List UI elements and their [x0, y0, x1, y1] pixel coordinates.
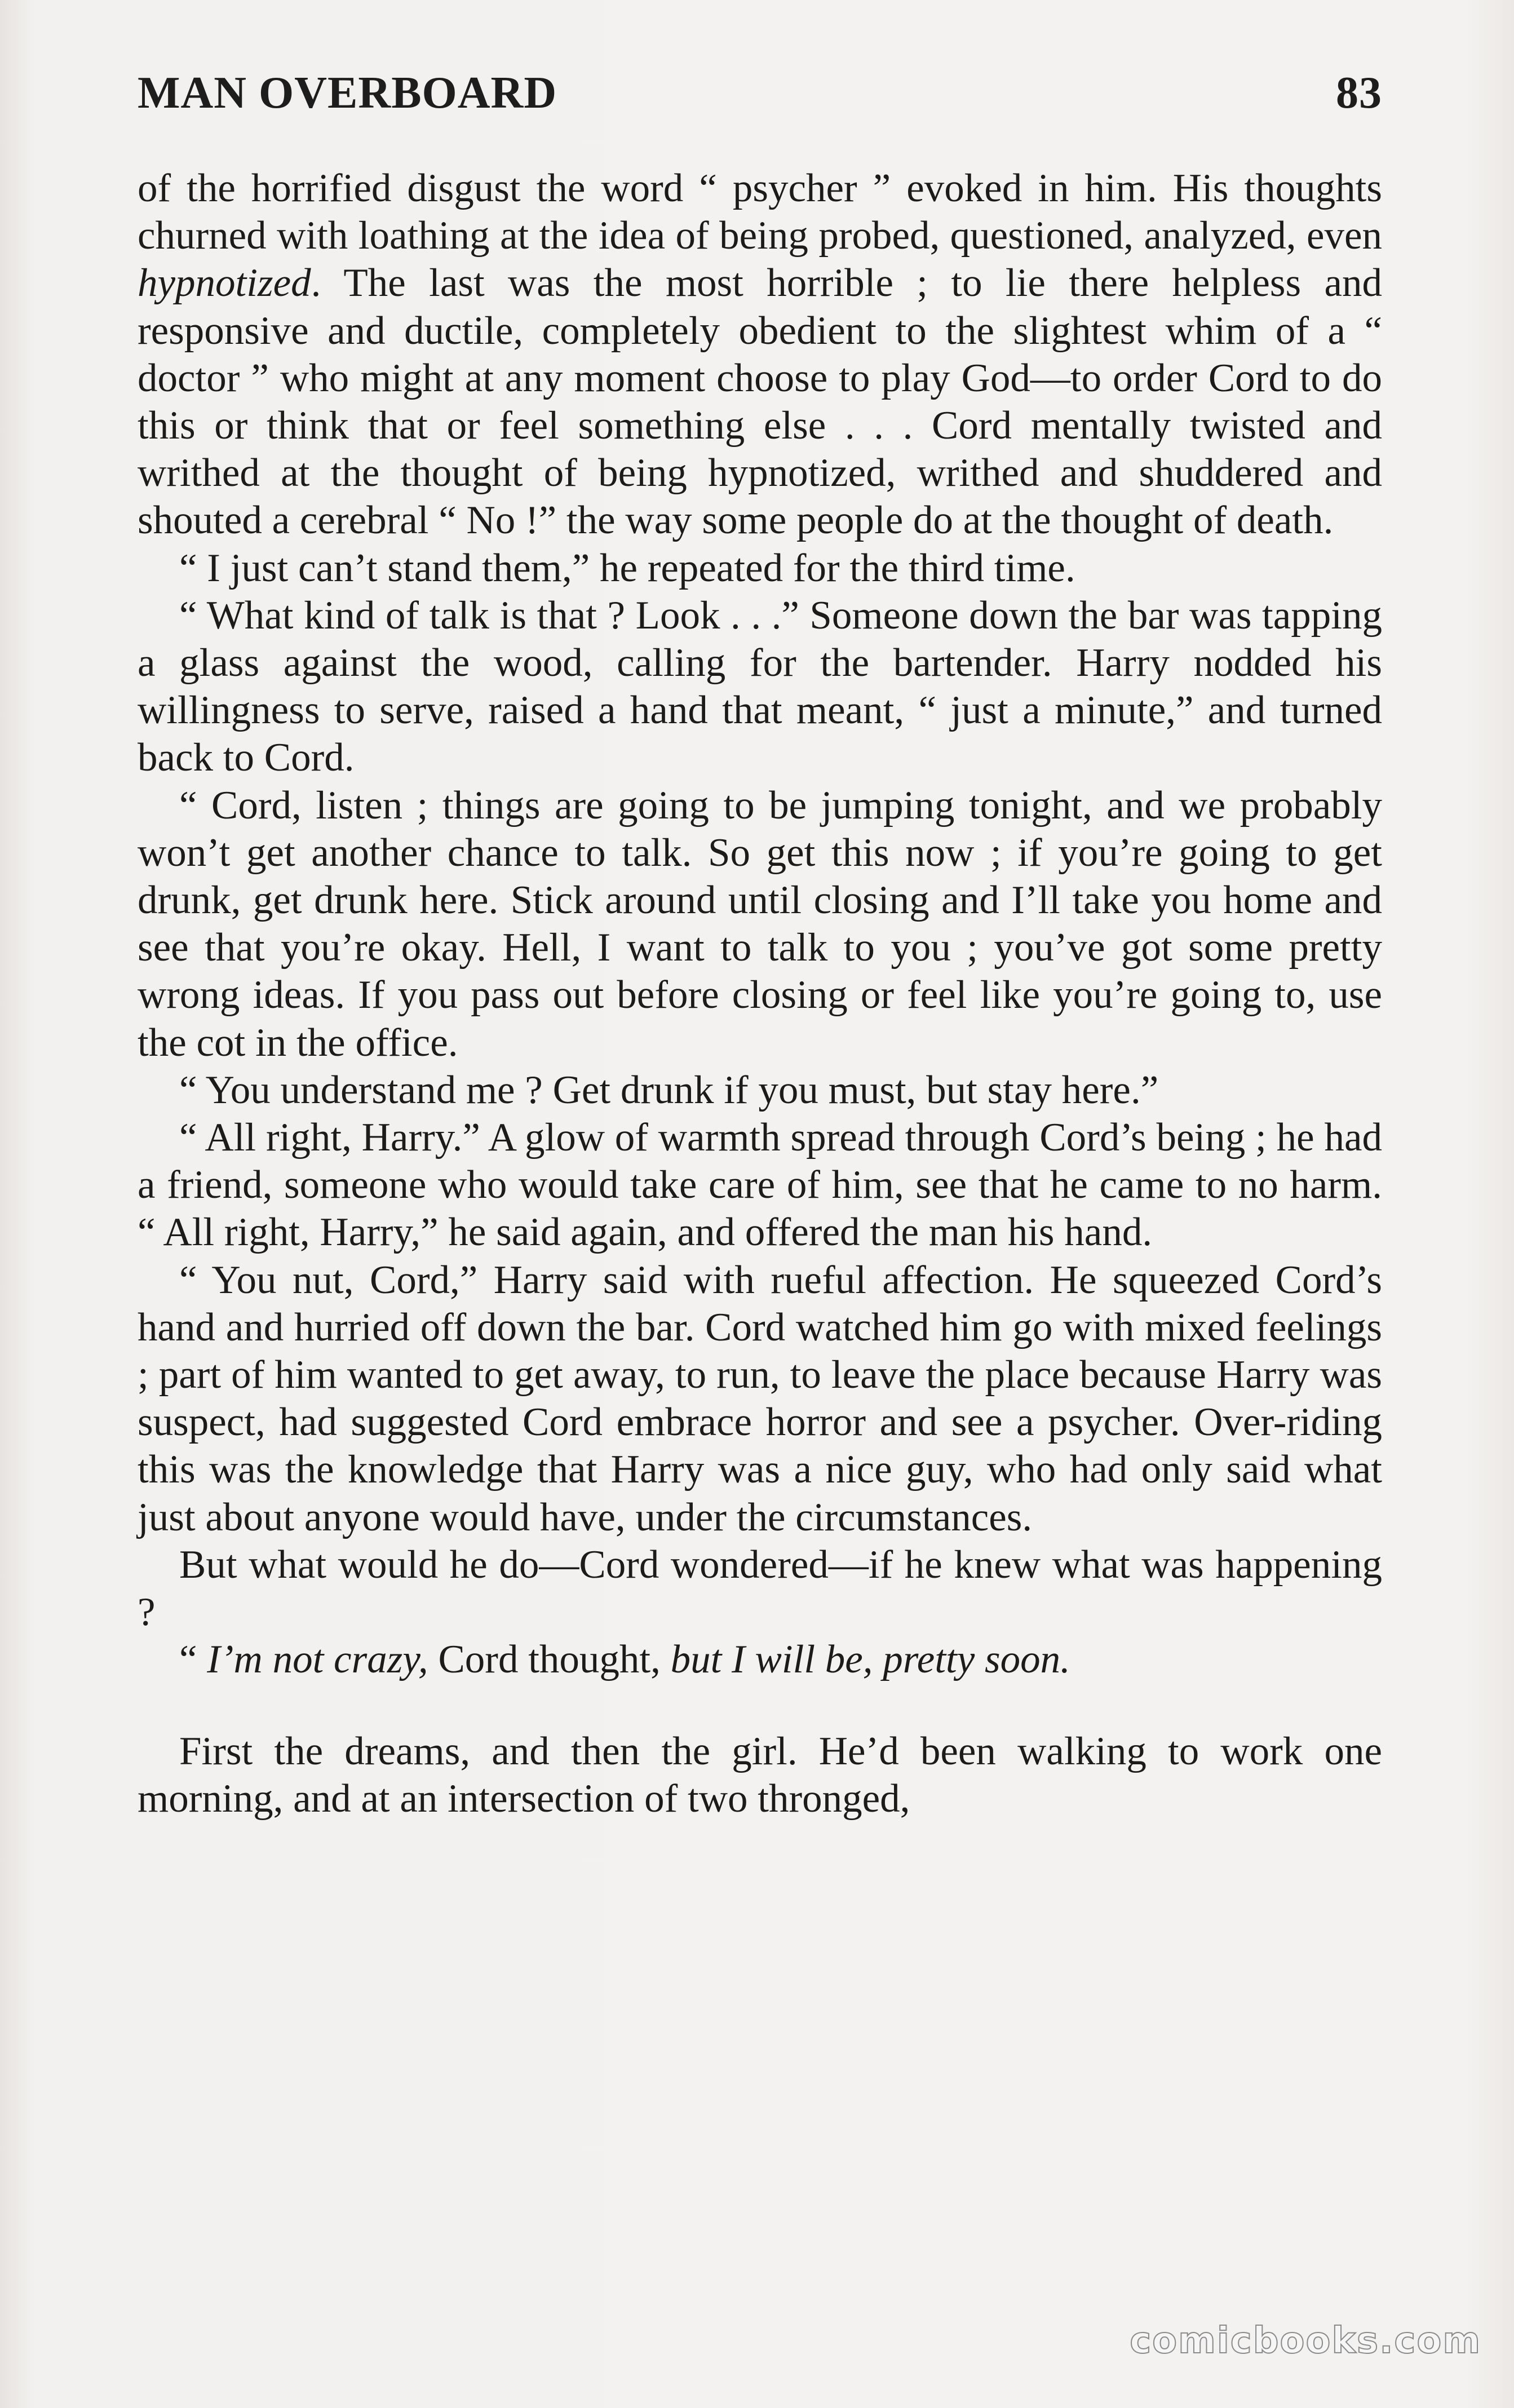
- italic-text: I’m not crazy,: [207, 1637, 428, 1682]
- text-run: First the dreams, and then the girl. He’d been walking to work one morning, and at an intersection of two thronged,: [138, 1729, 1382, 1821]
- text-run: “ Cord, listen ; things are going to be jumping tonight, and we probably won’t get another chance to talk. So get this now ; if you’re going to get drunk, get drunk here. Stick around until closing and I’ll take you home and see that you’re okay. Hell, I want to talk to you ; you’ve got some pretty wrong ideas. If you pass out before closing or feel like you’re going to, use the cot in the office.: [138, 783, 1382, 1065]
- page-number: 83: [1336, 68, 1382, 118]
- text-run: of the horrified disgust the word “ psycher ” evoked in him. His thoughts churned with loathing at the idea of being probed, questioned, analyzed, even: [138, 166, 1382, 258]
- paragraph: [138, 1636, 1382, 1683]
- running-head: [138, 68, 1382, 130]
- paragraph: [138, 1728, 1382, 1822]
- paragraph: [138, 165, 1382, 545]
- text-run: “ All right, Harry.” A glow of warmth spread through Cord’s being ; he had a friend, someone who would take care of him, see that he came to no harm. “ All right, Harry,” he said again, and offered the man his hand.: [138, 1116, 1382, 1255]
- italic-text: but I will be, pretty soon.: [670, 1637, 1070, 1682]
- text-run: But what would he do—Cord wondered—if he knew what was happening ?: [138, 1542, 1382, 1635]
- watermark-logo: comicbooks.com: [1130, 2320, 1481, 2362]
- paragraph: [138, 1256, 1382, 1541]
- text-run: “ I just can’t stand them,” he repeated for the third time.: [179, 546, 1075, 590]
- text-run: “ What kind of talk is that ? Look . . .” Someone down the bar was tapping a glass against the wood, calling for the bartender. Harry nodded his willingness to serve, raised a hand that meant, “ just a minute,” and turned back to Cord.: [138, 593, 1382, 780]
- text-run: “ You nut, Cord,” Harry said with rueful affection. He squeezed Cord’s hand and hurried off down the bar. Cord watched him go with mixed feelings ; part of him wanted to get away, to run, to leave the place because Harry was suspect, had suggested Cord embrace horror and see a psycher. Over-riding this was the knowledge that Harry was a nice guy, who had only said what just about anyone would have, under the circumstances.: [138, 1258, 1382, 1539]
- paragraph: [138, 1066, 1382, 1114]
- text-run: “: [179, 1637, 207, 1682]
- italic-text: hypnotized: [138, 261, 311, 306]
- paragraph: [138, 592, 1382, 782]
- paragraph: [138, 1114, 1382, 1256]
- paragraph: [138, 782, 1382, 1066]
- text-run: . The last was the most horrible ; to lie there helpless and responsive and ductile, completely obedient to the slightest whim of a “ doctor ” who might at any moment choose to play God—to order Cord to do this or think that or feel something else . . . Cord mentally twisted and writhed at the thought of being hypnotized, writhed and shuddered and shouted a cerebral “ No !” the way some people do at the thought of death.: [138, 261, 1382, 543]
- text-run: “ You understand me ? Get drunk if you must, but stay here.”: [179, 1068, 1159, 1112]
- body-text: [138, 165, 1382, 1822]
- chapter-title: MAN OVERBOARD: [138, 68, 557, 118]
- paragraph: [138, 1541, 1382, 1636]
- text-run: Cord thought,: [428, 1637, 671, 1682]
- paragraph: [138, 545, 1382, 592]
